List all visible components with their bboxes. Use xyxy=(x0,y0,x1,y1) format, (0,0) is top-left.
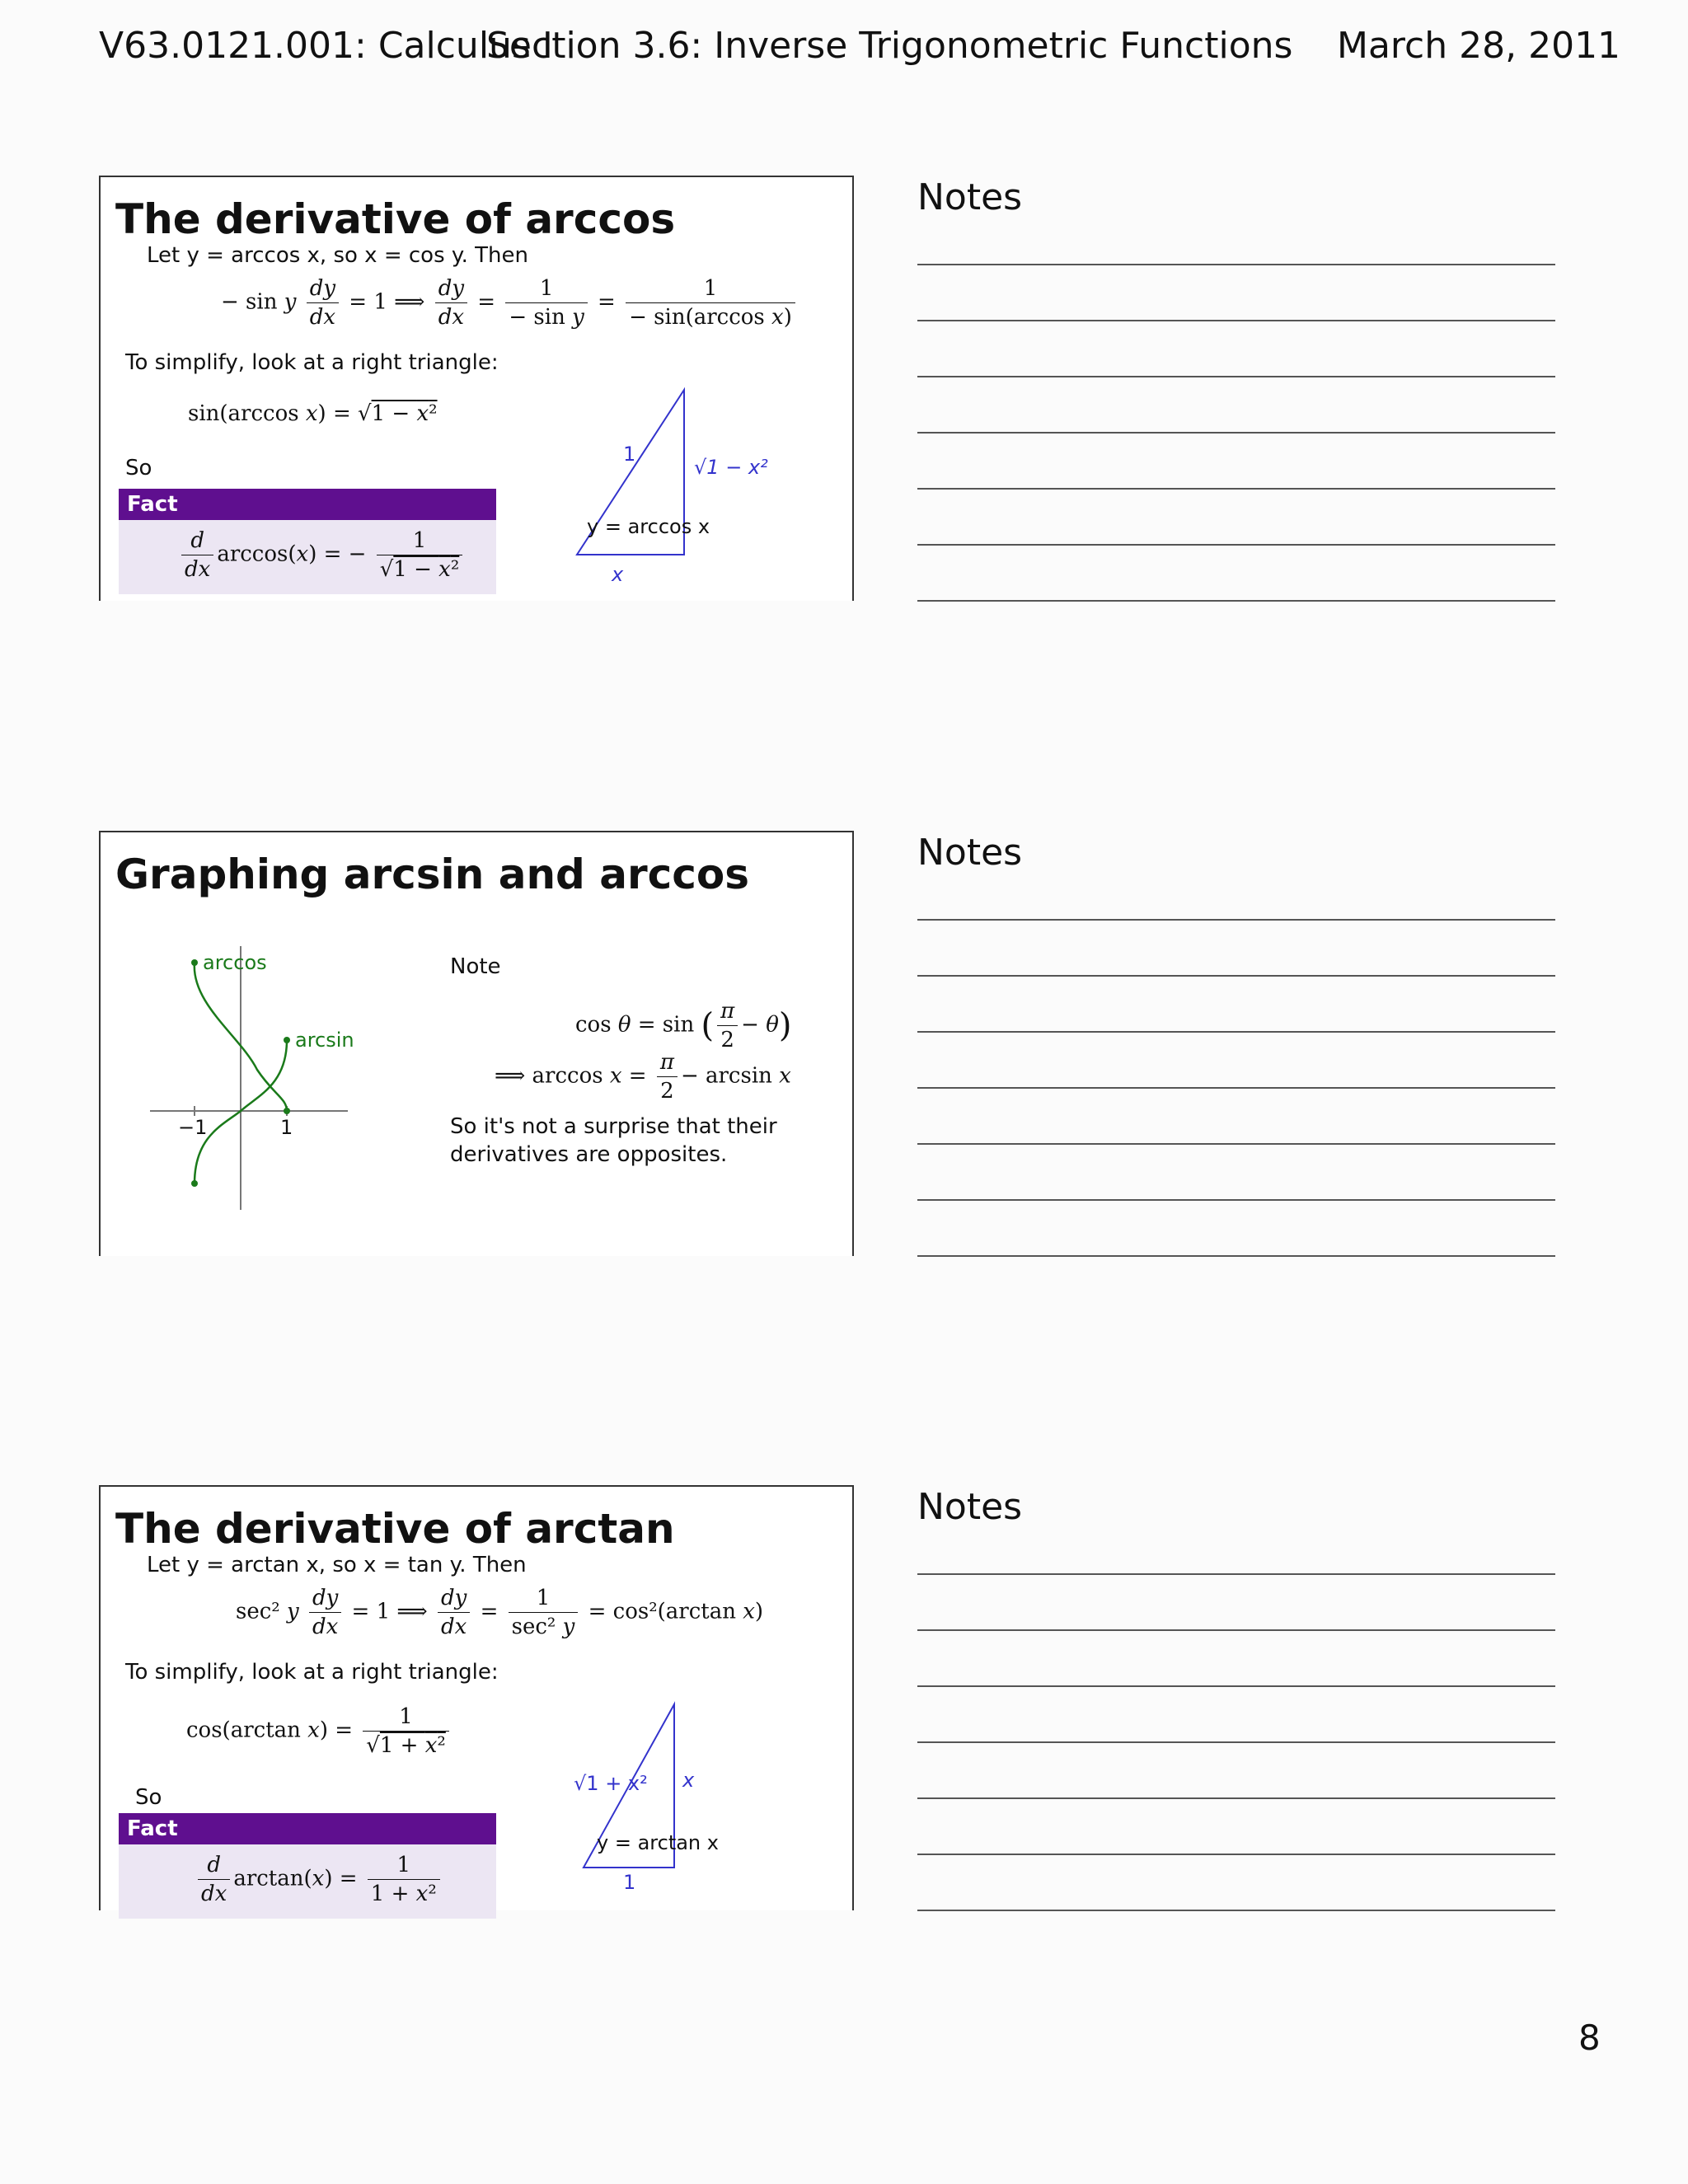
derivative-equation: sec² y $\frac{dy}{dx}$ = 1 ⟹ $\frac{dy}{dx}$ = $\frac{1}{\text{sec² y}}$ = cos²(arctan x) xyxy=(236,1586,764,1639)
slide-title: The derivative of arccos xyxy=(115,195,676,243)
simplify-text: To simplify, look at a right triangle: xyxy=(125,1660,499,1685)
notes-line xyxy=(917,488,1555,490)
slide-arctan-derivative xyxy=(99,1485,854,1910)
notes-title: Notes xyxy=(917,176,1023,218)
slide-title: Graphing arcsin and arccos xyxy=(115,851,750,898)
fact-label: Fact xyxy=(119,1813,496,1844)
so-text: So xyxy=(135,1785,162,1810)
fact-formula: $\frac{d}{dx}$ arccos(x) = − $\frac{1}{\text{√1 − x²}}$ xyxy=(178,527,466,583)
slide-graphing xyxy=(99,831,854,1256)
notes-line xyxy=(917,1910,1555,1911)
slide-title: The derivative of arctan xyxy=(115,1505,675,1553)
angle-label: y = arccos x xyxy=(587,515,710,538)
notes-line xyxy=(917,1199,1555,1201)
angle-label: y = arctan x xyxy=(597,1831,719,1854)
hypotenuse-label: 1 xyxy=(623,443,636,466)
notes-line xyxy=(917,1143,1555,1145)
arcsin-arccos-graph xyxy=(142,938,406,1218)
notes-line xyxy=(917,1573,1555,1575)
notes-line xyxy=(917,1685,1555,1687)
note-label: Note xyxy=(450,954,501,979)
notes-line xyxy=(917,600,1555,602)
notes-line xyxy=(917,919,1555,921)
arccos-label: arccos xyxy=(203,951,267,974)
notes-line xyxy=(917,1741,1555,1743)
section-title: Section 3.6: Inverse Trigonometric Functions xyxy=(486,25,1293,67)
notes-line xyxy=(917,1031,1555,1033)
notes-line xyxy=(917,432,1555,434)
fact-label: Fact xyxy=(119,489,496,520)
notes-line xyxy=(917,975,1555,977)
fact-box xyxy=(119,1813,496,1919)
course-title: V63.0121.001: Calculus I xyxy=(99,25,553,67)
notes-line xyxy=(917,544,1555,546)
notes-line xyxy=(917,320,1555,321)
notes-line xyxy=(917,1854,1555,1855)
simplification-equation: cos(arctan x) = $\frac{1}{\text{√1 + x²}}$ xyxy=(186,1703,452,1760)
right-triangle-diagram xyxy=(570,383,842,586)
so-text: So xyxy=(125,456,152,480)
simplification-equation: sin(arccos x) = √1 − x² xyxy=(188,401,438,426)
let-statement: Let y = arccos x, so x = cos y. Then xyxy=(147,243,528,268)
tick-neg-one: −1 xyxy=(178,1116,208,1139)
notes-line xyxy=(917,376,1555,377)
cos-sin-identity: cos θ = sin ( $\frac{\pi}{2}$ − θ) xyxy=(575,999,792,1052)
let-statement: Let y = arctan x, so x = tan y. Then xyxy=(147,1553,527,1577)
notes-line xyxy=(917,1629,1555,1631)
right-triangle-diagram xyxy=(574,1703,842,1900)
adjacent-label: 1 xyxy=(623,1871,636,1894)
notes-title: Notes xyxy=(917,1486,1023,1528)
notes-line xyxy=(917,1797,1555,1799)
notes-line xyxy=(917,264,1555,265)
notes-title: Notes xyxy=(917,832,1023,874)
fact-formula: $\frac{d}{dx}$ arctan(x) = $\frac{1}{\text{1 + x²}}$ xyxy=(195,1851,443,1908)
simplify-text: To simplify, look at a right triangle: xyxy=(125,350,499,375)
slide-arccos-derivative xyxy=(99,176,854,601)
arcsin-label: arcsin xyxy=(295,1029,354,1052)
surprise-text-line1: So it's not a surprise that their xyxy=(450,1114,777,1139)
fact-box xyxy=(119,489,496,594)
surprise-text-line2: derivatives are opposites. xyxy=(450,1142,728,1167)
hypotenuse-label: √1 + x² xyxy=(574,1772,648,1795)
page-number: 8 xyxy=(1578,2018,1601,2058)
notes-line xyxy=(917,1087,1555,1089)
header-date: March 28, 2011 xyxy=(1337,25,1621,67)
opposite-label: x xyxy=(682,1769,695,1792)
derivative-equation: − sin y $\frac{dy}{dx}$ = 1 ⟹ $\frac{dy}{dx}$ = $\frac{1}{\text{− sin y}}$ = $\frac{1}{\text{− sin(arccos x)}}$ xyxy=(221,274,799,331)
arccos-arcsin-relation: ⟹ arccos x = $\frac{\pi}{2}$ − arcsin x xyxy=(495,1050,791,1104)
notes-line xyxy=(917,1255,1555,1257)
opposite-label: √1 − x² xyxy=(694,456,768,479)
adjacent-label: x xyxy=(612,563,624,586)
tick-one: 1 xyxy=(280,1116,293,1139)
